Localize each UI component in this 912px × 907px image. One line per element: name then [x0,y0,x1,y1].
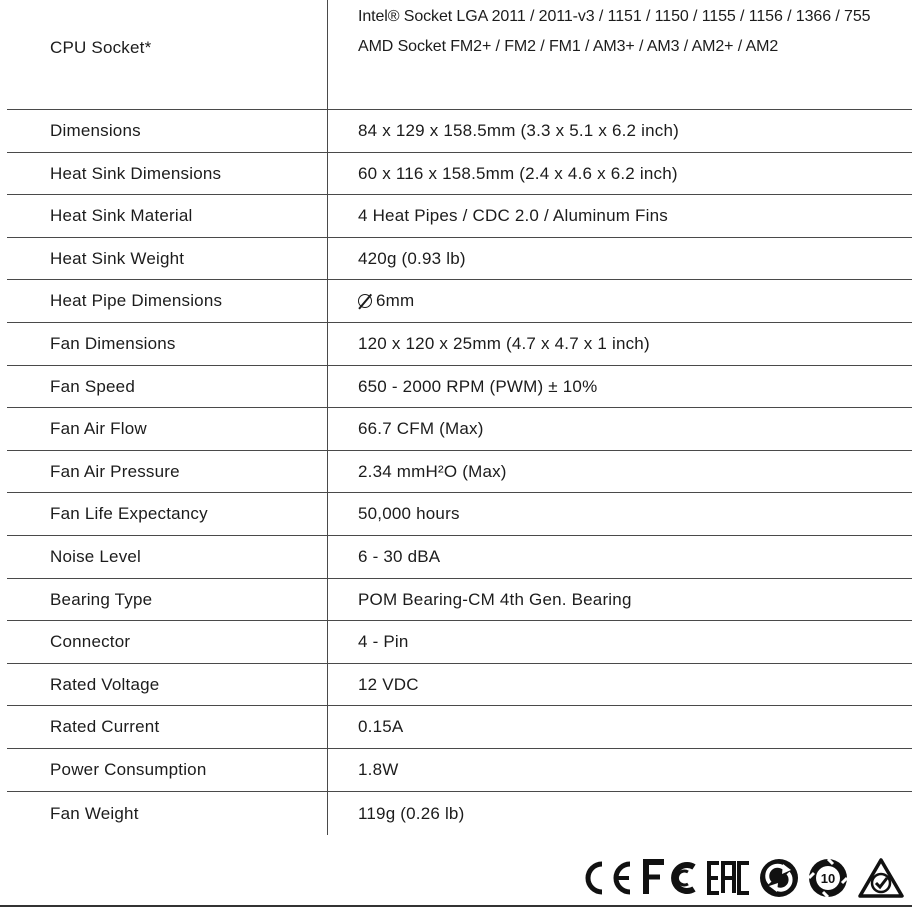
spec-label: Heat Pipe Dimensions [50,291,223,310]
spec-value-with-diameter [358,291,414,311]
spec-row-power-consumption [7,749,912,792]
spec-value: 2.34 mmH²O (Max) [358,461,507,481]
spec-value: 1.8W [358,760,399,779]
spec-value: 50,000 hours [358,504,460,523]
spec-label: Power Consumption [50,760,207,779]
spec-row-connector [7,621,912,664]
recycle-mark-icon [758,857,800,899]
spec-value: 120 x 120 x 25mm (4.7 x 4.7 x 1 inch) [358,334,650,353]
specifications-table [7,0,912,835]
spec-row-noise-level [7,536,912,579]
spec-label: Fan Life Expectancy [50,504,208,523]
certification-marks [576,855,906,901]
rohs-number-label: 10 [820,871,836,886]
spec-label: Heat Sink Material [50,206,193,225]
spec-row-rated-current [7,706,912,749]
spec-value: POM Bearing-CM 4th Gen. Bearing [358,589,632,609]
spec-row-heat-sink-weight [7,238,912,280]
spec-value: 6 - 30 dBA [358,547,441,566]
spec-label: Rated Voltage [50,674,160,694]
spec-row-fan-dimensions [7,323,912,366]
spec-value: 119g (0.26 lb) [358,803,465,823]
spec-value-text: 6mm [376,291,415,310]
spec-row-bearing-type [7,579,912,621]
spec-value: 650 - 2000 RPM (PWM) ± 10% [358,376,598,396]
spec-value: 84 x 129 x 158.5mm (3.3 x 5.1 x 6.2 inch) [358,121,679,140]
fcc-mark-icon [642,858,700,898]
spec-label: Fan Speed [50,376,135,396]
spec-value: 12 VDC [358,674,419,694]
spec-row-fan-life-expectancy [7,493,912,536]
spec-value: 4 - Pin [358,632,409,651]
rohs-10-mark-icon [806,856,850,900]
spec-label: Noise Level [50,547,142,566]
spec-row-cpu-socket [7,0,912,110]
spec-label: CPU Socket* [50,38,152,57]
spec-label: Heat Sink Dimensions [50,163,222,183]
spec-row-fan-air-pressure [7,451,912,493]
eac-mark-icon [706,858,752,898]
spec-value-intel-sockets: Intel® Socket LGA 2011 / 2011-v3 / 1151 / 1150 / 1155 / 1156 / 1366 / 755 [358,8,871,25]
spec-row-heat-sink-dimensions [7,153,912,195]
spec-row-fan-weight [7,792,912,835]
spec-value: 420g (0.93 lb) [358,248,466,268]
spec-label: Dimensions [50,121,141,140]
spec-label: Fan Air Pressure [50,461,180,481]
spec-value: 66.7 CFM (Max) [358,419,484,438]
spec-value: 0.15A [358,717,404,736]
spec-row-fan-speed [7,366,912,408]
spec-label: Rated Current [50,717,160,736]
rcm-mark-icon [856,856,906,900]
spec-label: Heat Sink Weight [50,248,185,268]
ce-mark-icon [576,858,636,898]
spec-value: 4 Heat Pipes / CDC 2.0 / Aluminum Fins [358,206,668,225]
spec-value-amd-sockets: AMD Socket FM2+ / FM2 / FM1 / AM3+ / AM3 / AM2+ / AM2 [358,38,779,55]
spec-row-heat-sink-material [7,195,912,238]
spec-row-rated-voltage [7,664,912,706]
spec-row-heat-pipe-dimensions [7,280,912,323]
spec-value: 60 x 116 x 158.5mm (2.4 x 4.6 x 6.2 inch) [358,163,678,183]
spec-label: Fan Weight [50,803,139,823]
spec-label: Fan Air Flow [50,419,147,438]
spec-row-fan-air-flow [7,408,912,451]
spec-label: Fan Dimensions [50,334,176,353]
spec-row-dimensions [7,110,912,153]
spec-label: Connector [50,632,131,651]
diameter-symbol-icon [358,294,372,308]
spec-label: Bearing Type [50,589,153,609]
